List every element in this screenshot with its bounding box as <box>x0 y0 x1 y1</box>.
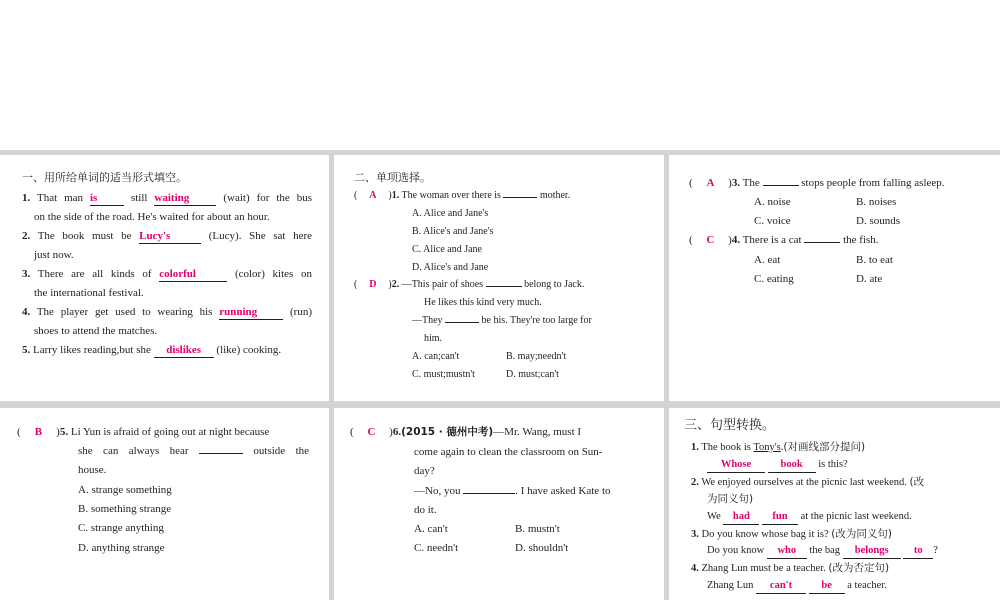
option-b: B. mustn't <box>515 523 560 535</box>
answer: had <box>723 510 759 525</box>
answer-line-3: Do you know who the bag belongs to ? <box>707 544 938 559</box>
answer: B <box>34 426 43 438</box>
answer: who <box>767 544 807 559</box>
question-2-line2: He likes this kind very much. <box>424 297 542 308</box>
answer: dislikes <box>154 343 214 358</box>
option-b: B. something strange <box>78 503 172 515</box>
answer-line-1: Whose book is this? <box>707 458 848 473</box>
section-title: 一、用所给单词的适当形式填空。 <box>22 171 187 184</box>
option-c: C. needn't <box>414 542 459 554</box>
question-2-line2: just now. <box>34 249 74 261</box>
option-d: D. shouldn't <box>515 542 569 554</box>
question-6: ( C )6.(2015 · 德州中考)—Mr. Wang, must I <box>350 426 582 438</box>
blank <box>503 197 537 198</box>
question-6-line4: —No, you . I have asked Kate to <box>414 485 611 497</box>
option-d: D. must;can't <box>506 369 559 380</box>
option-d: D. sounds <box>856 215 901 227</box>
question-3: 3. Do you know whose bag it is? (改为同义句) <box>691 528 892 540</box>
option-d: D. Alice's and Jane <box>412 262 489 273</box>
panel-multiple-choice-b <box>669 155 1000 401</box>
option-c: C. voice <box>754 215 791 227</box>
option-a: A. can;can't <box>412 351 460 362</box>
panel-sentence-transformation <box>669 408 1000 600</box>
answer: Lucy's <box>139 229 201 244</box>
panel-multiple-choice-c <box>0 408 329 600</box>
panel-multiple-choice-a <box>334 155 664 401</box>
answer-line-4: Zhang Lun can't be a teacher. <box>707 579 887 594</box>
option-a: A. noise <box>754 196 791 208</box>
answer: belongs <box>843 544 901 559</box>
question-6-line2: come again to clean the classroom on Sun- <box>414 446 603 458</box>
separator-middle <box>0 401 1000 408</box>
question-6-line5: do it. <box>414 504 437 516</box>
option-c: C. must;mustn't <box>412 369 475 380</box>
option-b: B. Alice's and Jane's <box>412 226 494 237</box>
question-1: ( A )1. The woman over there is mother. <box>354 190 571 201</box>
panel-fill-in-blanks <box>0 155 329 401</box>
option-b: B. may;needn't <box>506 351 567 362</box>
section-title: 三、句型转换。 <box>684 418 776 433</box>
question-2: 2. The book must be Lucy's (Lucy). She sat here <box>22 230 312 242</box>
blank <box>445 322 479 323</box>
answer: waiting <box>154 191 216 206</box>
question-4-line2: shoes to attend the matches. <box>34 325 158 337</box>
question-5-line3: house. <box>78 464 107 476</box>
blank <box>763 185 799 186</box>
question-1: 1. That man is still waiting (wait) for the bus <box>22 192 313 204</box>
question-2: ( D )2. —This pair of shoes belong to Jack. <box>354 279 585 290</box>
option-d: D. ate <box>856 273 883 285</box>
option-b: B. to eat <box>856 254 893 266</box>
answer: book <box>768 458 816 473</box>
answer: to <box>903 544 933 559</box>
question-6-line3: day? <box>414 465 435 477</box>
question-2: 2. We enjoyed ourselves at the picnic last weekend. (改 <box>691 476 925 488</box>
answer: C <box>367 426 376 438</box>
answer: be <box>809 579 845 594</box>
option-b: B. noises <box>856 196 897 208</box>
question-4: ( C )4. There is a cat the fish. <box>689 234 879 246</box>
question-5-line2: she can always hear outside the <box>78 445 310 457</box>
question-4: 4. The player get used to wearing his running (run) <box>22 306 313 318</box>
answer: can't <box>756 579 806 594</box>
blank <box>804 242 840 243</box>
option-c: C. eating <box>754 273 794 285</box>
question-3: 3. There are all kinds of colorful (color) kites on <box>22 268 313 280</box>
blank <box>486 286 522 287</box>
blank <box>199 453 243 454</box>
option-c: C. Alice and Jane <box>412 244 482 255</box>
answer: Whose <box>707 458 765 473</box>
answer: D <box>369 279 377 290</box>
answer: running <box>219 305 283 320</box>
answer: fun <box>762 510 798 525</box>
section-title: 二、单项选择。 <box>354 171 431 184</box>
panel-multiple-choice-d <box>334 408 664 600</box>
underlined-phrase: Tony's <box>753 442 781 453</box>
question-5: ( B )5. Li Yun is afraid of going out at night because <box>17 426 270 438</box>
option-d: D. anything strange <box>78 542 165 554</box>
option-a: A. strange something <box>78 484 172 496</box>
answer: C <box>706 234 715 246</box>
answer-line-2: We had fun at the picnic last weekend. <box>707 510 912 525</box>
answer: is <box>90 191 124 206</box>
answer: A <box>706 177 715 189</box>
question-3: ( A )3. The stops people from falling asleep. <box>689 177 945 189</box>
question-4: 4. Zhang Lun must be a teacher. (改为否定句) <box>691 562 890 574</box>
option-a: A. can't <box>414 523 448 535</box>
question-5: 5. Larry likes reading,but she dislikes (like) cooking. <box>22 344 282 356</box>
question-1-line2: on the side of the road. He's waited for about an hour. <box>34 211 270 223</box>
question-2-line3: —They be his. They're too large for <box>412 315 592 326</box>
option-a: A. eat <box>754 254 781 266</box>
question-3-line2: the international festival. <box>34 287 144 299</box>
option-a: A. Alice and Jane's <box>412 208 489 219</box>
question-2-line2: 为同义句) <box>707 493 754 505</box>
answer: colorful <box>159 267 227 282</box>
answer: A <box>369 190 377 201</box>
question-1: 1. The book is Tony's.(对画线部分提问) <box>691 441 866 453</box>
question-2-line4: him. <box>424 333 443 344</box>
option-c: C. strange anything <box>78 522 164 534</box>
blank <box>463 493 515 494</box>
